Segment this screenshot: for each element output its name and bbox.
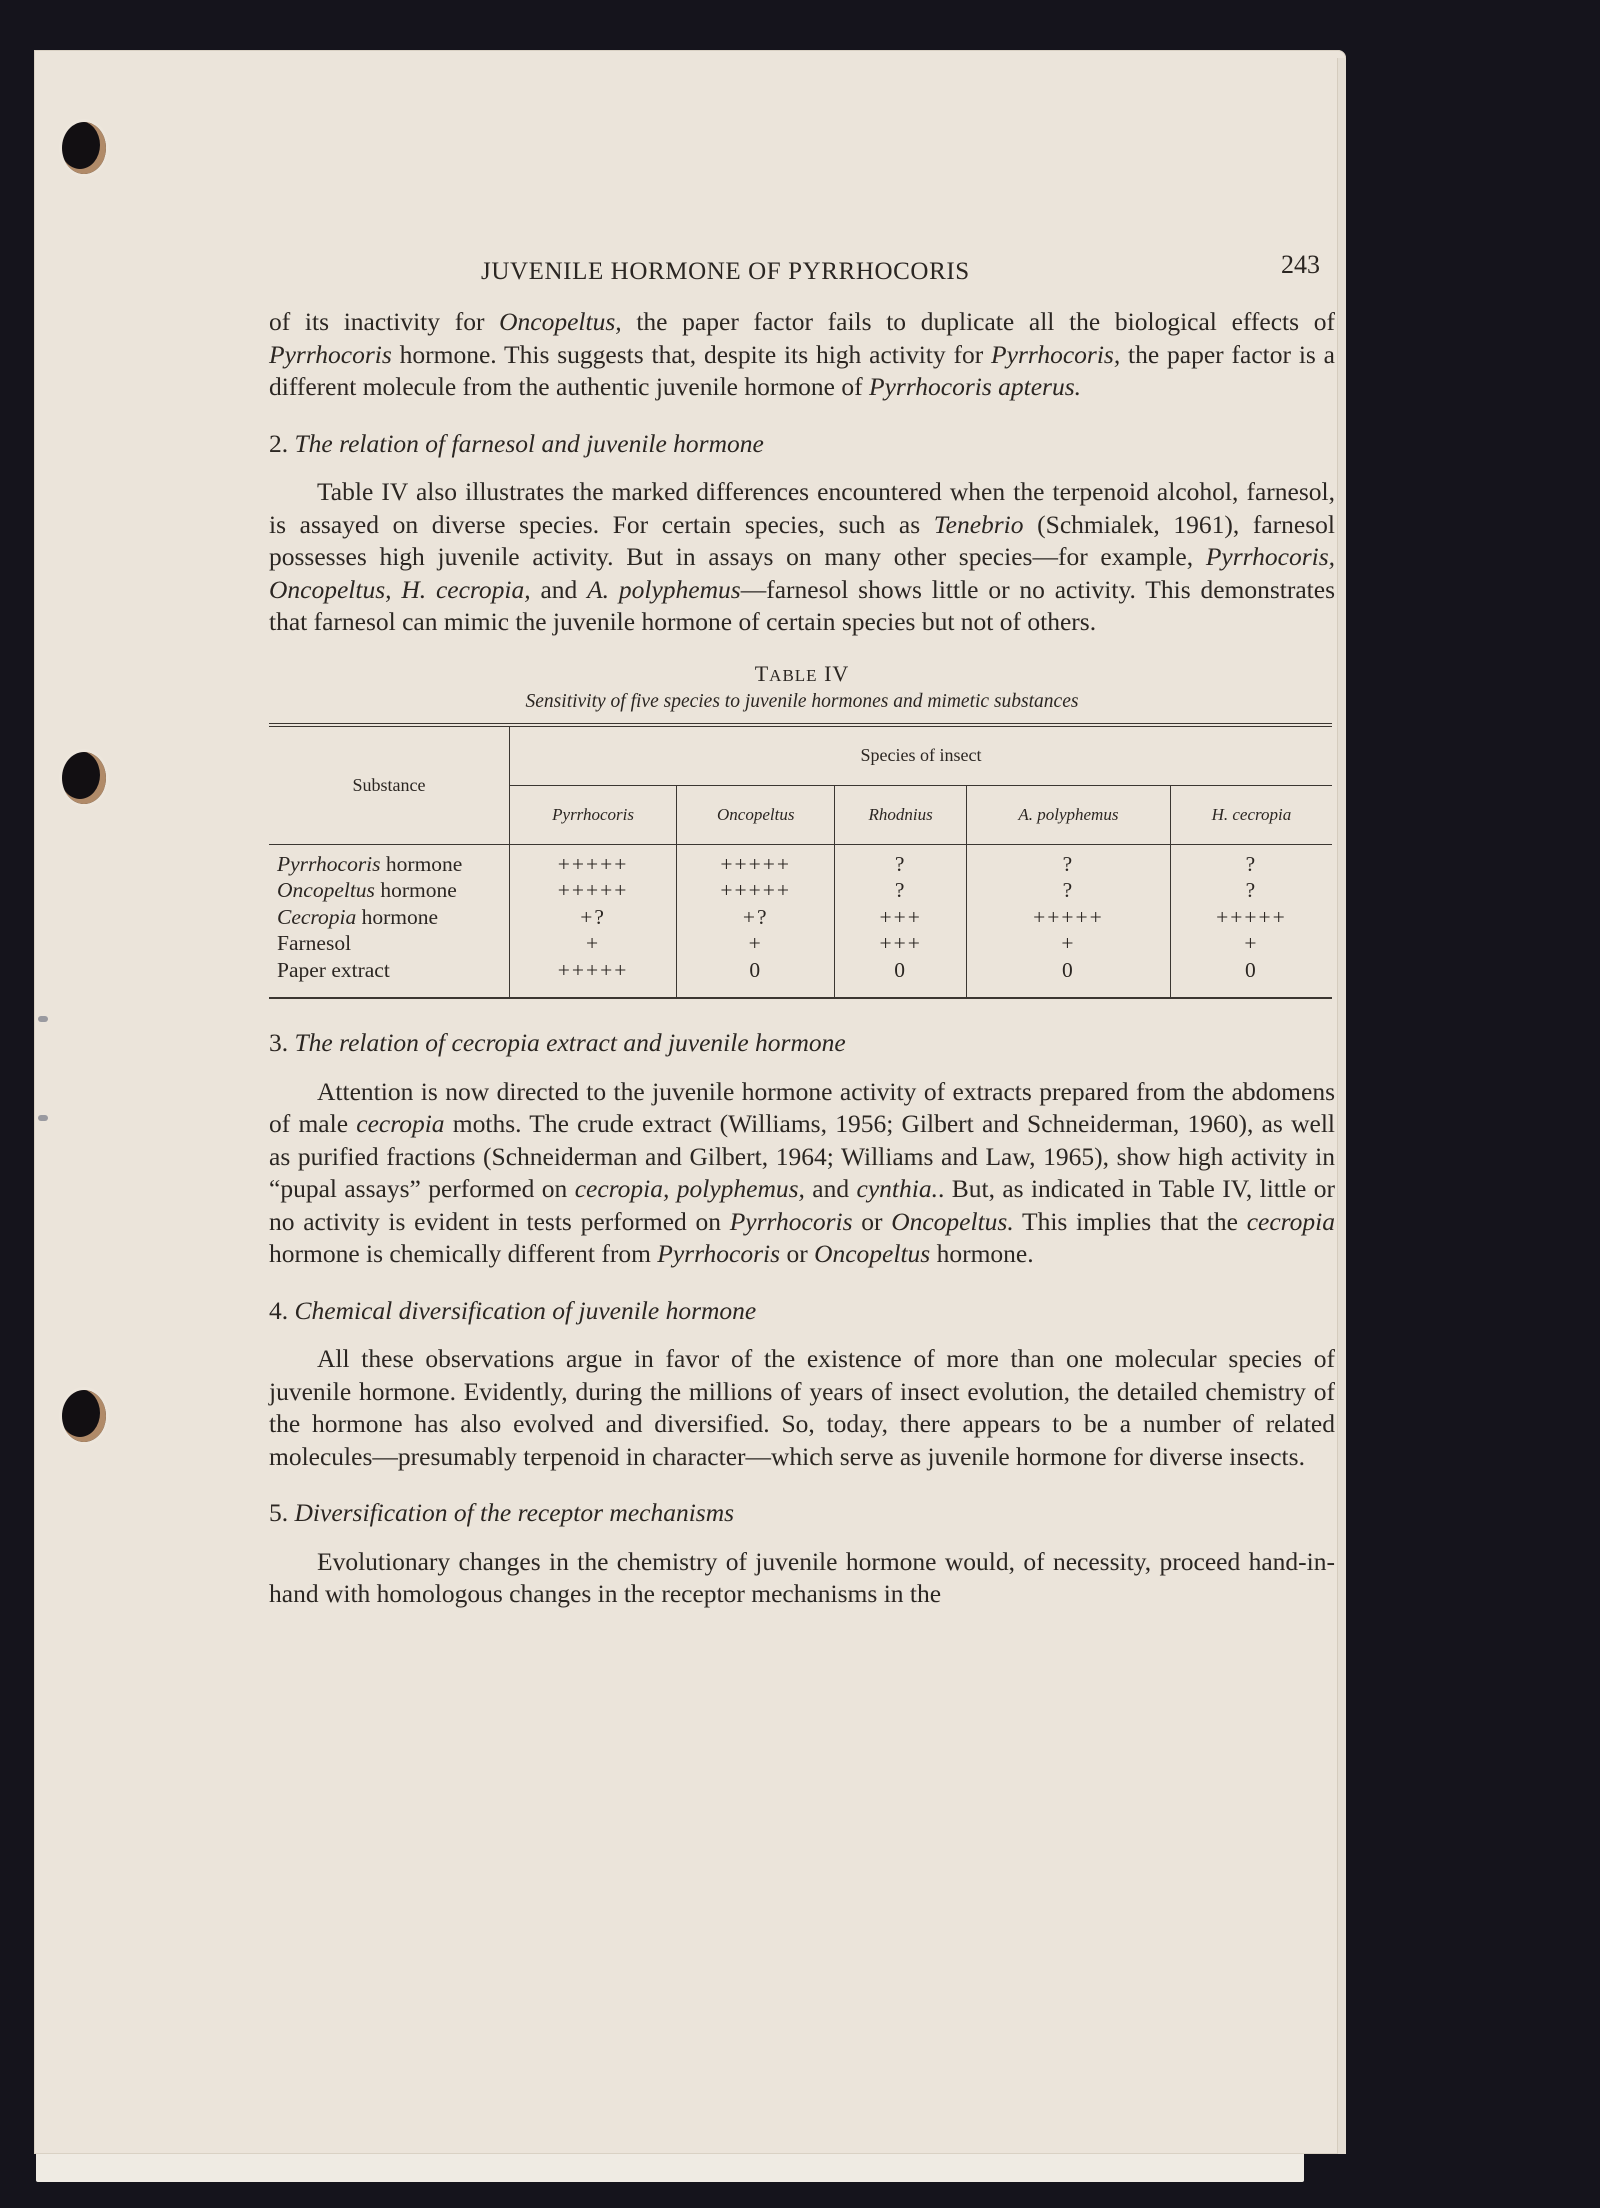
italic-term: cecropia, polyphemus, bbox=[574, 1174, 805, 1203]
table-row bbox=[269, 877, 1332, 904]
italic-term: Oncopeltus bbox=[814, 1239, 931, 1268]
italic-term: Tenebrio bbox=[933, 509, 1024, 539]
activity-cell: +? bbox=[510, 904, 677, 931]
running-title: JUVENILE HORMONE OF PYRRHOCORIS bbox=[481, 258, 970, 285]
section-heading-3: 3. The relation of cecropia extract and juvenile hormone bbox=[269, 1028, 846, 1057]
activity-cell: +++++ bbox=[510, 877, 677, 904]
substance-cell: Oncopeltus hormone bbox=[269, 877, 510, 904]
section-heading-5: 5. Diversification of the receptor mechanisms bbox=[269, 1498, 735, 1527]
page-edge bbox=[1337, 58, 1346, 2154]
italic-term: Pyrrhocoris, Oncopeltus, H. cecropia, bbox=[269, 542, 1335, 604]
section-heading-4: 4. Chemical diversification of juvenile hormone bbox=[269, 1295, 757, 1325]
activity-cell: 0 bbox=[966, 957, 1170, 999]
table-caption: Sensitivity of five species to juvenile hormones and mimetic substances bbox=[525, 690, 1079, 712]
italic-term: Pyrrhocoris bbox=[729, 1206, 853, 1236]
italic-term: cynthia. bbox=[856, 1174, 938, 1203]
paragraph: Evolutionary changes in the chemistry of juvenile hormone would, of necessity, proceed hand-in-hand with homologous changes in the receptor mechanisms in the bbox=[269, 1546, 1335, 1608]
activity-cell: +++++ bbox=[1216, 904, 1287, 929]
activity-cell: ? bbox=[835, 877, 967, 904]
activity-cell: 0 bbox=[677, 957, 835, 999]
activity-cell: ? bbox=[835, 844, 967, 877]
activity-cell: ? bbox=[966, 877, 1170, 904]
table-row bbox=[269, 844, 1332, 877]
table-row bbox=[269, 904, 1332, 931]
activity-cell: +++++ bbox=[966, 904, 1170, 931]
italic-term: Oncopeltus. bbox=[891, 1206, 1014, 1236]
activity-cell: 0 bbox=[835, 957, 967, 999]
column-header-substance: Substance bbox=[269, 725, 510, 845]
activity-cell: +++ bbox=[835, 930, 967, 957]
staple-mark bbox=[38, 1115, 48, 1121]
column-header-species: Pyrrhocoris bbox=[510, 785, 677, 844]
paragraph: All these observations argue in favor of the existence of more than one molecular species of juvenile hormone. Evidently, during the millions of years of insect evolution, the detailed chemistry of the hormone has also evolved and diversified. So, today, there appears to be a number of related molecules—presumably terpenoid in character—which serve as juvenile hormone for diverse insects. bbox=[269, 1344, 1335, 1471]
italic-term: A. polyphemus bbox=[587, 574, 741, 604]
italic-term: Pyrrhocoris, bbox=[991, 339, 1121, 369]
activity-cell: ? bbox=[1245, 851, 1258, 876]
column-header-species: Oncopeltus bbox=[677, 785, 835, 844]
activity-cell: +++++ bbox=[510, 957, 677, 999]
substance-cell: Pyrrhocoris hormone bbox=[269, 844, 510, 877]
running-head bbox=[269, 250, 1335, 290]
page-content bbox=[269, 250, 1335, 1611]
italic-term: cecropia bbox=[1246, 1206, 1335, 1236]
punch-hole-middle bbox=[62, 752, 106, 804]
activity-cell: +++++ bbox=[510, 844, 677, 877]
italic-term: Pyrrhocoris bbox=[269, 339, 392, 369]
substance-cell: Cecropia hormone bbox=[269, 904, 510, 931]
substance-cell: Farnesol bbox=[269, 930, 510, 957]
italic-term: Pyrrhocoris bbox=[657, 1239, 781, 1268]
paragraph: Table IV also illustrates the marked differences encountered when the terpenoid alcohol, farnesol, is assayed on diverse species. For certain species, such as Tenebrio (Schmialek, 1961), farnesol possesses high juvenile activity. But in assays on many other species—for example, Pyrrhocoris, Oncopeltus, H. cecropia, and A. polyphemus—farnesol shows little or no activity. This demonstrates that farnesol can mimic the juvenile hormone of certain species but not of others. bbox=[269, 477, 1335, 636]
activity-cell: + bbox=[966, 930, 1170, 957]
table-label: TABLE IV bbox=[754, 660, 850, 686]
activity-cell: +++++ bbox=[677, 844, 835, 877]
table-row bbox=[269, 930, 1332, 957]
substance-cell: Paper extract bbox=[269, 957, 510, 999]
activity-cell: +++++ bbox=[677, 877, 835, 904]
punch-hole-top bbox=[62, 122, 106, 174]
activity-cell: +++ bbox=[835, 904, 967, 931]
page-number: 243 bbox=[1281, 250, 1320, 279]
staple-mark bbox=[38, 1016, 48, 1022]
italic-term: Pyrrhocoris apterus. bbox=[869, 372, 1082, 401]
activity-cell: ? bbox=[966, 844, 1170, 877]
italic-term: Oncopeltus, bbox=[499, 307, 622, 336]
column-group-header: Species of insect bbox=[510, 725, 1333, 786]
table-row bbox=[269, 957, 1332, 999]
activity-cell: + bbox=[1244, 931, 1259, 955]
sensitivity-table bbox=[269, 723, 1332, 1000]
column-header-species: H. cecropia bbox=[1170, 785, 1332, 844]
activity-cell: 0 bbox=[1245, 957, 1258, 982]
activity-cell: ? bbox=[1245, 878, 1258, 902]
section-heading-2: 2. The relation of farnesol and juvenile hormone bbox=[269, 428, 764, 458]
paragraph: Attention is now directed to the juvenile hormone activity of extracts prepared from the abdomens of male cecropia moths. The crude extract (Williams, 1956; Gilbert and Schneiderman, 1960), as well as purified fractions (Schneiderman and Gilbert, 1964; Williams and Law, 1965), show high activity in “pupal assays” performed on cecropia, polyphemus, and cynthia.. But, as indicated in Table IV, little or no activity is evident in tests performed on Pyrrhocoris or Oncopeltus. This implies that the cecropia hormone is chemically different from Pyrrhocoris or Oncopeltus hormone. bbox=[269, 1076, 1335, 1268]
column-header-species: Rhodnius bbox=[835, 785, 967, 844]
paragraph: of its inactivity for Oncopeltus, the paper factor fails to duplicate all the biological effects of Pyrrhocoris hormone. This suggests that, despite its high activity for Pyrrhocoris, the paper factor is a different molecule from the authentic juvenile hormone of Pyrrhocoris apterus. bbox=[269, 307, 1335, 401]
activity-cell: + bbox=[510, 930, 677, 957]
italic-term: cecropia bbox=[356, 1109, 445, 1138]
activity-cell: + bbox=[677, 930, 835, 957]
punch-hole-bottom bbox=[62, 1390, 106, 1442]
column-header-species: A. polyphemus bbox=[966, 785, 1170, 844]
activity-cell: +? bbox=[677, 904, 835, 931]
